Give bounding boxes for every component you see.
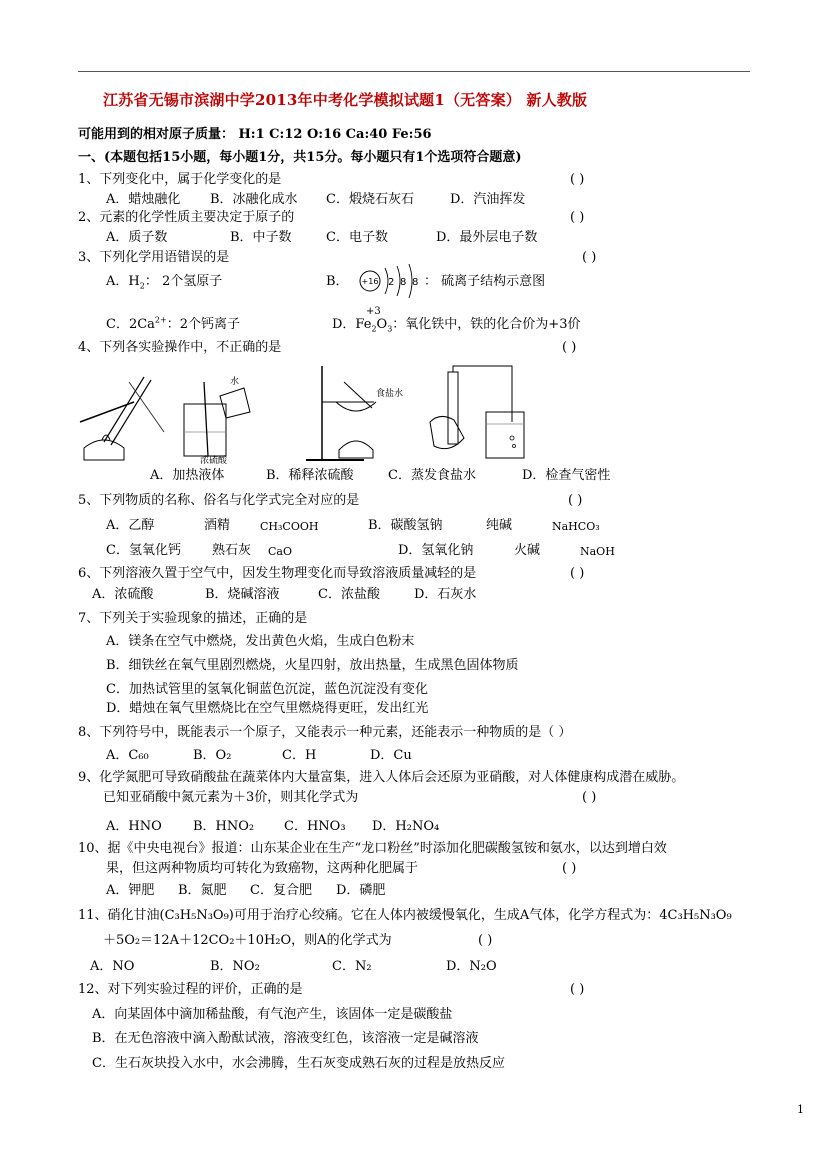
- q8-option-a: A．C₆₀: [106, 748, 149, 763]
- q8-stem: 8、下列符号中，既能表示一个原子，又能表示一种元素，还能表示一种物质的是（ ）: [78, 725, 572, 740]
- q5-option-a-common: 酒精: [204, 518, 231, 533]
- q5-option-c-name: C．氢氧化钙: [106, 543, 181, 558]
- q10-option-a: A．钾肥: [106, 883, 155, 898]
- q3-valence-mark: +3: [366, 306, 381, 317]
- q11-stem-line1: 11、硝化甘油(C₃H₅N₃O₉)可用于治疗心绞痛。它在人体内被缓慢氧化，生成A气体，化学方程式为：4C₃H₅N₃O₉: [78, 908, 732, 923]
- q1-option-c: C．煅烧石灰石: [326, 192, 414, 207]
- q7-option-a: A．镁条在空气中燃烧，发出黄色火焰，生成白色粉末: [106, 634, 415, 649]
- q2-option-c: C．电子数: [326, 230, 388, 245]
- q12-option-a: A．向某固体中滴加稀盐酸，有气泡产生，该固体一定是碳酸盐: [92, 1007, 453, 1022]
- q5-option-b-name: B．碳酸氢钠: [368, 518, 443, 533]
- q5-option-c-common: 熟石灰: [212, 543, 252, 558]
- q10-stem-line1: 10、据《中央电视台》报道：山东某企业在生产“龙口粉丝”时添加化肥碳酸氢铵和氨水，以达到增白效: [78, 841, 667, 856]
- nucleus-charge: +16: [361, 277, 379, 286]
- q5-option-a-formula: CH₃COOH: [260, 520, 319, 533]
- q11-answer-blank: ( ): [478, 933, 493, 948]
- q11-stem-line2: ＋5O₂＝12A＋12CO₂＋10H₂O，则A的化学式为: [103, 933, 392, 948]
- q9-option-b: B．HNO₂: [193, 819, 255, 834]
- svg-text:2: 2: [388, 277, 395, 288]
- q1-option-b: B．冰融化成水: [210, 192, 298, 207]
- q11-option-c: C．N₂: [332, 959, 372, 974]
- q11-option-b: B．NO₂: [210, 959, 260, 974]
- q5-option-d-common: 火碱: [514, 543, 541, 558]
- q7-stem: 7、下列关于实验现象的描述，正确的是: [78, 611, 308, 626]
- q11-option-d: D．N₂O: [446, 959, 497, 974]
- sulfur-ion-structure-diagram: [358, 262, 420, 300]
- q1-answer-blank: ( ): [570, 172, 585, 187]
- atomic-masses: 可能用到的相对原子质量： H:1 C:12 O:16 Ca:40 Fe:56: [78, 127, 432, 142]
- q6-stem: 6、下列溶液久置于空气中，因发生物理变化而导致溶液质量减轻的是: [78, 566, 477, 581]
- q2-stem: 2、元素的化学性质主要决定于原子的: [78, 210, 295, 225]
- q1-option-d: D．汽油挥发: [450, 192, 526, 207]
- q3-stem: 3、下列化学用语错误的是: [78, 250, 230, 265]
- q9-option-d: D．H₂NO₄: [372, 819, 440, 834]
- q2-answer-blank: ( ): [570, 210, 585, 225]
- airtightness-figure: [430, 366, 524, 458]
- acid-label: 浓硫酸: [200, 456, 228, 466]
- q5-option-d-name: D．氢氧化钠: [398, 543, 474, 558]
- water-label: 水: [230, 377, 240, 387]
- q9-stem-line1: 9、化学氮肥可导致硝酸盐在蔬菜体内大量富集，进入人体后会还原为亚硝酸，对人体健康构成潜在威胁。: [78, 770, 685, 785]
- q4-option-d: D．检查气密性: [522, 468, 611, 483]
- svg-text:8: 8: [400, 277, 407, 288]
- q8-option-b: B．O₂: [193, 748, 232, 763]
- q2-option-d: D．最外层电子数: [436, 230, 538, 245]
- q5-option-a-name: A．乙醇: [106, 518, 155, 533]
- q6-option-c: C．浓盐酸: [318, 587, 380, 602]
- q6-option-b: B．烧碱溶液: [205, 587, 280, 602]
- q6-option-d: D．石灰水: [414, 587, 477, 602]
- q7-option-b: B．细铁丝在氧气里剧烈燃烧，火星四射，放出热量，生成黑色固体物质: [106, 658, 519, 673]
- q2-option-b: B．中子数: [230, 230, 292, 245]
- q5-stem: 5、下列物质的名称、俗名与化学式完全对应的是: [78, 493, 360, 508]
- q3-option-d: D．$Fe_2O_3$：氧化铁中，铁的化合价为+3价: [332, 317, 581, 334]
- q4-stem: 4、下列各实验操作中，不正确的是: [78, 340, 282, 355]
- q3-option-b-text: ： 硫离子结构示意图: [424, 274, 546, 289]
- q10-option-d: D．磷肥: [336, 883, 386, 898]
- q9-option-c: C．HNO₃: [284, 819, 346, 834]
- q8-option-c: C．H: [282, 748, 317, 763]
- q10-answer-blank: ( ): [562, 861, 577, 876]
- q11-option-a: A．NO: [90, 959, 135, 974]
- q4-option-b: B．稀释浓硫酸: [266, 468, 354, 483]
- q8-option-d: D．Cu: [370, 748, 412, 763]
- q12-stem: 12、对下列实验过程的评价，正确的是: [78, 982, 303, 997]
- q9-stem-line2: 已知亚硝酸中氮元素为＋3价，则其化学式为: [103, 790, 359, 805]
- q10-stem-line2: 果，但这两种物质均可转化为致癌物，这两种化肥属于: [106, 861, 419, 876]
- q9-answer-blank: ( ): [582, 790, 597, 805]
- q10-option-c: C．复合肥: [250, 883, 312, 898]
- q7-option-c: C．加热试管里的氢氧化铜蓝色沉淀，蓝色沉淀没有变化: [106, 682, 428, 697]
- diluting-acid-figure: [184, 375, 250, 466]
- q5-option-d-formula: NaOH: [580, 545, 615, 558]
- q3-option-a: A．$H_2$： 2个氢原子: [106, 274, 223, 291]
- q5-answer-blank: ( ): [568, 493, 583, 508]
- q12-answer-blank: ( ): [570, 982, 585, 997]
- q3-option-b-label: B．: [326, 274, 349, 289]
- q5-option-c-formula: CaO: [268, 545, 292, 558]
- q12-option-c: C．生石灰块投入水中，水会沸腾，生石灰变成熟石灰的过程是放热反应: [92, 1056, 505, 1071]
- heating-liquid-figure: [80, 377, 164, 460]
- q12-option-b: B．在无色溶液中滴入酚酞试液，溶液变红色，该溶液一定是碱溶液: [92, 1031, 479, 1046]
- q2-option-a: A．质子数: [106, 230, 168, 245]
- q6-answer-blank: ( ): [570, 566, 585, 581]
- q1-stem: 1、下列变化中，属于化学变化的是: [78, 172, 282, 187]
- evaporation-figure: [306, 366, 403, 460]
- q5-option-b-common: 纯碱: [486, 518, 513, 533]
- q4-option-a: A．加热液体: [150, 468, 225, 483]
- q4-answer-blank: ( ): [562, 340, 577, 355]
- q9-option-a: A．HNO: [106, 819, 162, 834]
- svg-text:8: 8: [412, 277, 419, 288]
- header-rule: [78, 71, 750, 72]
- q5-option-b-formula: NaHCO₃: [552, 520, 600, 533]
- section-heading: 一、(本题包括15小题，每小题1分，共15分。每小题只有1个选项符合题意): [78, 150, 522, 165]
- q6-option-a: A．浓硫酸: [92, 587, 154, 602]
- q3-option-c: C．$2Ca^{2+}$：2个钙离子: [106, 315, 240, 332]
- q4-option-c: C．蒸发食盐水: [388, 468, 476, 483]
- q1-option-a: A．蜡烛融化: [106, 192, 181, 207]
- q7-option-d: D．蜡烛在氧气里燃烧比在空气里燃烧得更旺，发出红光: [106, 701, 429, 716]
- q3-answer-blank: ( ): [582, 250, 597, 265]
- salt-water-label: 食盐水: [376, 389, 404, 399]
- q10-option-b: B．氮肥: [178, 883, 227, 898]
- page-number: 1: [797, 1103, 804, 1116]
- q4-experiment-illustrations: [74, 362, 614, 466]
- page-title: 江苏省无锡市滨湖中学2013年中考化学模拟试题1（无答案） 新人教版: [103, 91, 588, 109]
